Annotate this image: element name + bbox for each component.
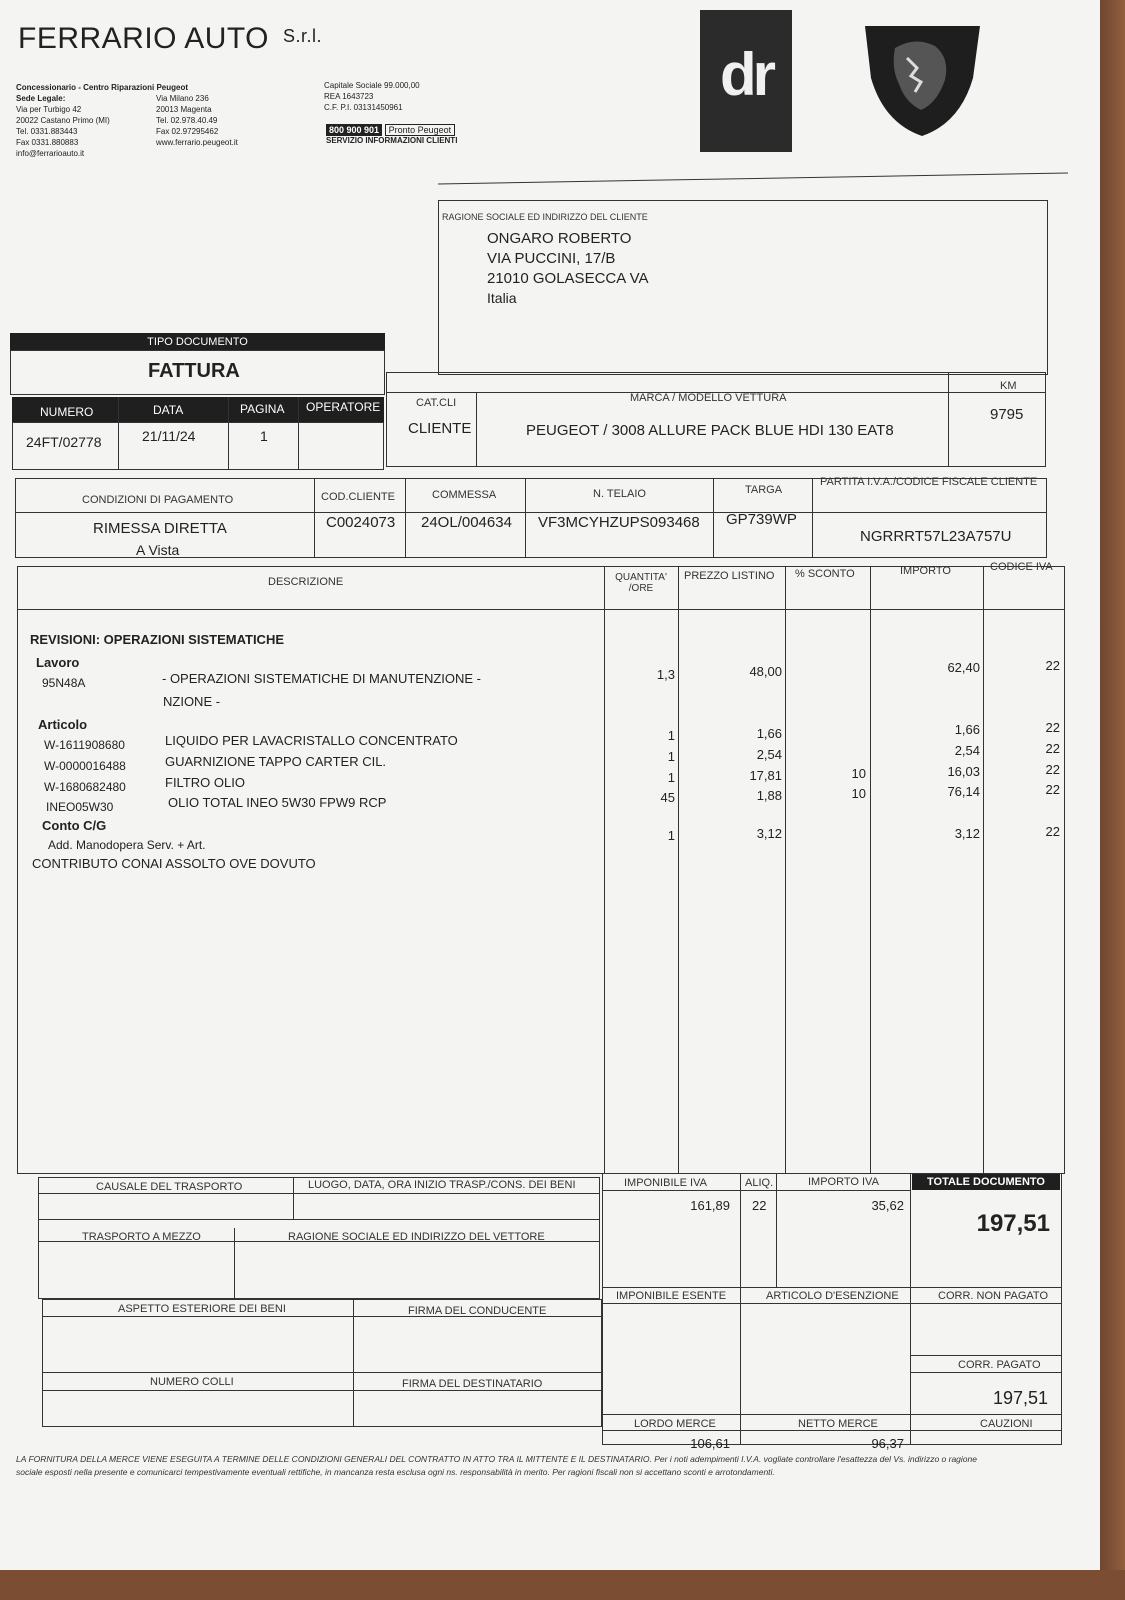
codcli: C0024073 — [326, 514, 396, 531]
company-line: Sede Legale: — [16, 94, 66, 103]
divider — [910, 1372, 1062, 1373]
client-address: VIA PUCCINI, 17/B — [487, 250, 616, 267]
trasporto-label: TRASPORTO A MEZZO — [82, 1231, 201, 1243]
item-qty: 1,3 — [656, 667, 675, 682]
company-line: Tel. 0331.883443 — [16, 127, 78, 136]
item-desc-2: NZIONE - — [163, 694, 221, 709]
group-conto: Conto C/G — [42, 818, 107, 833]
divider — [740, 1173, 741, 1445]
catcli: CLIENTE — [408, 420, 472, 437]
company-line: C.F. P.I. 03131450961 — [324, 103, 403, 112]
item-discount: 10 — [851, 766, 866, 781]
commessa-label: COMMESSA — [432, 489, 497, 501]
item-code: W-0000016488 — [44, 759, 126, 773]
item-price: 1,88 — [756, 788, 782, 803]
company-line: Fax 02.97295462 — [156, 127, 219, 136]
divider — [910, 1173, 911, 1445]
item-iva: 22 — [1045, 741, 1060, 756]
numero: 24FT/02778 — [26, 434, 102, 450]
divider — [38, 1219, 600, 1220]
divider — [604, 566, 605, 1174]
item-code: W-1611908680 — [44, 738, 125, 752]
targa-label: TARGA — [745, 484, 783, 496]
divider — [602, 1414, 1062, 1415]
item-qty: 1 — [667, 749, 675, 764]
divider — [870, 566, 871, 1174]
company-line: REA 1643723 — [324, 92, 374, 101]
item-amount: 62,40 — [947, 660, 980, 675]
col-importo: IMPORTO — [900, 565, 951, 577]
item-price: 2,54 — [756, 747, 782, 762]
divider — [602, 1430, 1062, 1431]
imponibile: 161,89 — [690, 1198, 730, 1213]
item-code: 95N48A — [42, 676, 86, 690]
company-line: 20013 Magenta — [156, 105, 212, 114]
esente-label: IMPONIBILE ESENTE — [616, 1290, 727, 1302]
col-descrizione: DESCRIZIONE — [268, 576, 344, 588]
background-edge — [1100, 0, 1125, 1600]
imponibile-label: IMPONIBILE IVA — [624, 1177, 707, 1189]
company-line: Fax 0331.880883 — [16, 138, 79, 147]
aliq-label: ALIQ. — [745, 1177, 774, 1189]
col-prezzo: PREZZO LISTINO — [684, 570, 775, 582]
divider — [38, 1193, 600, 1194]
divider — [405, 478, 406, 558]
divider — [293, 1177, 294, 1219]
item-code: W-1680682480 — [44, 780, 126, 794]
item-price: 1,66 — [756, 726, 782, 741]
peugeot-lion-icon — [855, 18, 990, 140]
company-line: www.ferrario.peugeot.it — [156, 138, 238, 147]
company-line: Tel. 02.978.40.49 — [156, 116, 218, 125]
cond-value-2: A Vista — [136, 542, 180, 558]
footer-line-2: sociale esposti nella presente e comunicarci tempestivamente eventuali rettifiche, in mancanza resta esclusa ogni ns. responsabilità in merito. Per ragioni fiscali non si accettano sconti e arrotondamenti. — [16, 1467, 775, 1477]
data: 21/11/24 — [142, 428, 196, 444]
netto-merce: 96,37 — [871, 1436, 904, 1451]
divider — [314, 478, 315, 558]
pagato-label: CORR. PAGATO — [958, 1359, 1041, 1371]
doc-type: FATTURA — [148, 360, 240, 382]
conai-note: CONTRIBUTO CONAI ASSOLTO OVE DOVUTO — [32, 856, 316, 871]
divider — [17, 609, 1065, 610]
item-amount: 1,66 — [954, 722, 980, 737]
item-iva: 22 — [1045, 720, 1060, 735]
divider — [602, 1190, 910, 1191]
cauzioni-label: CAUZIONI — [980, 1418, 1033, 1430]
firma-destinatario-label: FIRMA DEL DESTINATARIO — [402, 1378, 543, 1390]
non-pagato-label: CORR. NON PAGATO — [938, 1290, 1049, 1302]
item-iva: 22 — [1045, 782, 1060, 797]
divider — [785, 566, 786, 1174]
vettore-label: RAGIONE SOCIALE ED INDIRIZZO DEL VETTORE — [288, 1231, 545, 1243]
divider — [42, 1372, 602, 1373]
item-amount: 76,14 — [947, 784, 980, 799]
item-desc: Add. Manodopera Serv. + Art. — [48, 838, 206, 852]
company-line: Concessionario - Centro Riparazioni Peugeot — [16, 83, 189, 92]
divider — [228, 397, 229, 470]
marca-label: MARCA / MODELLO VETTURA — [630, 392, 787, 404]
totale-label: TOTALE DOCUMENTO — [912, 1174, 1060, 1190]
km-label: KM — [1000, 380, 1017, 392]
divider — [602, 1303, 1062, 1304]
catcli-label: CAT.CLI — [416, 397, 457, 409]
company-address-2 — [156, 93, 276, 148]
esenzione-label: ARTICOLO D'ESENZIONE — [766, 1290, 899, 1302]
item-qty: 45 — [660, 790, 675, 805]
divider — [525, 478, 526, 558]
client-city: 21010 GOLASECCA VA — [487, 270, 649, 287]
item-price: 48,00 — [749, 664, 782, 679]
item-amount: 3,12 — [954, 826, 980, 841]
phone-service — [326, 125, 457, 145]
client-name: ONGARO ROBERTO — [487, 230, 632, 247]
group-lavoro: Lavoro — [36, 655, 80, 670]
divider — [776, 1173, 777, 1287]
divider — [353, 1299, 354, 1427]
numero-label: NUMERO — [40, 405, 94, 419]
item-qty: 1 — [667, 770, 675, 785]
divider — [298, 397, 299, 470]
company-suffix: S.r.l. — [282, 26, 322, 46]
vehicle-box — [386, 372, 1046, 467]
background-edge-bottom — [0, 1570, 1125, 1600]
colli-label: NUMERO COLLI — [150, 1376, 234, 1388]
item-desc: OLIO TOTAL INEO 5W30 FPW9 RCP — [168, 795, 387, 810]
totale-documento: 197,51 — [976, 1210, 1050, 1237]
item-code: INEO05W30 — [46, 800, 114, 814]
importo-iva: 35,62 — [871, 1198, 904, 1213]
item-desc: LIQUIDO PER LAVACRISTALLO CONCENTRATO — [165, 733, 458, 748]
item-amount: 16,03 — [947, 764, 980, 779]
item-desc: - OPERAZIONI SISTEMATICHE DI MANUTENZIONE - — [162, 671, 481, 686]
phone-number: 800 900 901 — [326, 124, 382, 136]
aspetto-label: ASPETTO ESTERIORE DEI BENI — [118, 1303, 286, 1315]
aliq: 22 — [752, 1198, 767, 1213]
divider — [948, 372, 949, 467]
phone-label: Pronto Peugeot — [385, 124, 456, 136]
company-line: info@ferrarioauto.it — [16, 149, 85, 158]
netto-label: NETTO MERCE — [798, 1418, 878, 1430]
section-title: REVISIONI: OPERAZIONI SISTEMATICHE — [30, 632, 285, 647]
company-line: Capitale Sociale 99.000,00 — [324, 81, 420, 90]
item-qty: 1 — [667, 728, 675, 743]
firma-conducente-label: FIRMA DEL CONDUCENTE — [408, 1305, 547, 1317]
col-sconto: % SCONTO — [795, 568, 855, 580]
group-articolo: Articolo — [38, 717, 88, 732]
divider — [438, 173, 1068, 185]
divider — [678, 566, 679, 1174]
item-iva: 22 — [1045, 762, 1060, 777]
lordo-label: LORDO MERCE — [634, 1418, 716, 1430]
item-iva: 22 — [1045, 658, 1060, 673]
causale-label: CAUSALE DEL TRASPORTO — [96, 1181, 243, 1193]
piva: NGRRRT57L23A757U — [860, 528, 1012, 545]
phone-service-label: SERVIZIO INFORMAZIONI CLIENTI — [326, 136, 458, 145]
telaio: VF3MCYHZUPS093468 — [538, 514, 700, 531]
data-label: DATA — [153, 403, 184, 417]
divider — [602, 1287, 1062, 1288]
item-amount: 2,54 — [954, 743, 980, 758]
company-line: 20022 Castano Primo (MI) — [16, 116, 110, 125]
piva-label: PARTITA I.V.A./CODICE FISCALE CLIENTE — [820, 476, 1038, 488]
importo-iva-label: IMPORTO IVA — [808, 1176, 879, 1188]
client-box — [438, 200, 1048, 375]
telaio-label: N. TELAIO — [593, 488, 646, 500]
company-name: FERRARIO AUTO $^{S.r.l.}$ — [18, 22, 322, 55]
doc-type-label: TIPO DOCUMENTO — [10, 333, 385, 351]
goods-box — [42, 1299, 602, 1427]
marca: PEUGEOT / 3008 ALLURE PACK BLUE HDI 130 EAT8 — [526, 422, 894, 439]
col-quantita: QUANTITA' /ORE — [615, 572, 667, 594]
divider — [983, 566, 984, 1174]
divider — [234, 1228, 235, 1299]
operatore-label: OPERATORE — [306, 400, 381, 414]
cond-value: RIMESSA DIRETTA — [93, 520, 227, 537]
client-country: Italia — [487, 290, 517, 306]
divider — [713, 478, 714, 558]
dr-logo: dr — [700, 10, 792, 152]
divider — [118, 397, 119, 470]
corr-pagato: 197,51 — [992, 1388, 1048, 1408]
item-desc: GUARNIZIONE TAPPO CARTER CIL. — [165, 754, 387, 769]
divider — [476, 392, 477, 467]
divider — [910, 1355, 1062, 1356]
item-iva: 22 — [1045, 824, 1060, 839]
item-price: 17,81 — [749, 768, 782, 783]
luogo-label: LUOGO, DATA, ORA INIZIO TRASP./CONS. DEI BENI — [308, 1179, 576, 1191]
divider — [42, 1390, 602, 1391]
client-label: RAGIONE SOCIALE ED INDIRIZZO DEL CLIENTE — [442, 212, 648, 222]
pagina: 1 — [260, 428, 268, 444]
item-price: 3,12 — [756, 826, 782, 841]
company-fiscal — [324, 80, 474, 113]
km: 9795 — [990, 406, 1024, 423]
divider — [812, 478, 813, 558]
divider — [15, 512, 1047, 513]
item-qty: 1 — [667, 828, 675, 843]
item-discount: 10 — [851, 786, 866, 801]
codcli-label: COD.CLIENTE — [321, 491, 395, 503]
targa: GP739WP — [726, 511, 797, 528]
col-iva: CODICE IVA — [990, 561, 1053, 573]
pagina-label: PAGINA — [240, 402, 285, 416]
cond-label: CONDIZIONI DI PAGAMENTO — [82, 494, 234, 506]
company-line: Via per Turbigo 42 — [16, 105, 82, 114]
lordo-merce: 106,61 — [690, 1436, 730, 1451]
company-line: Via Milano 236 — [156, 94, 209, 103]
item-desc: FILTRO OLIO — [165, 775, 245, 790]
footer-line-1: LA FORNITURA DELLA MERCE VIENE ESEGUITA A TERMINE DELLE CONDIZIONI GENERALI DEL CONTRATTO IN ATTO TRA IL MITTENTE E IL DESTINATARIO. Per i noti adempimenti I.V.A. vogliate controllare l'esattezza del Vs. indirizzo o ragione — [16, 1454, 977, 1464]
commessa: 24OL/004634 — [421, 514, 512, 531]
